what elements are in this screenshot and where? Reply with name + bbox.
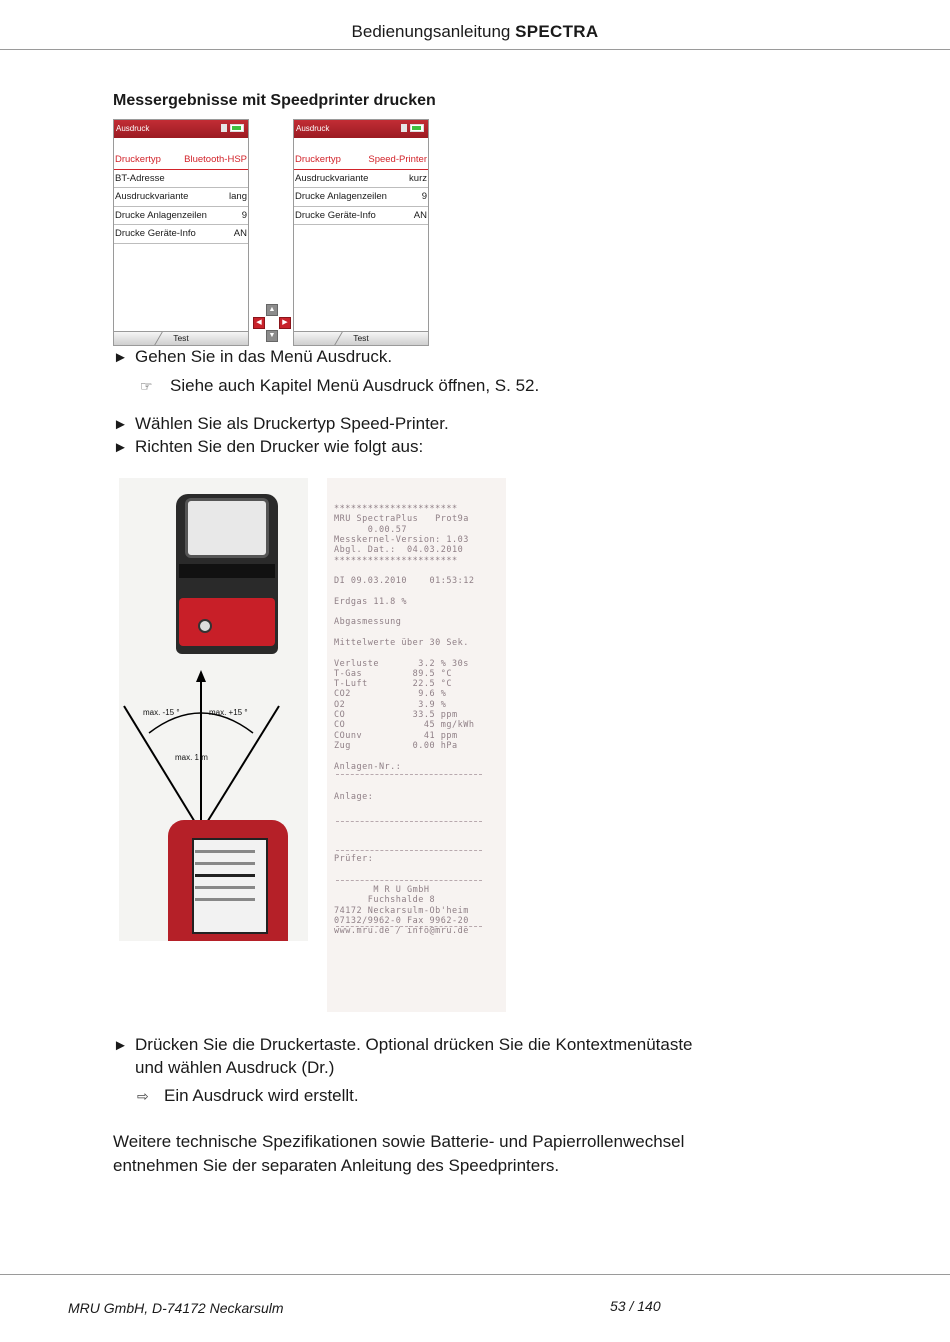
page-header — [0, 22, 950, 42]
receipt-line: ********************** — [334, 555, 458, 566]
step-text: Richten Sie den Drucker wie folgt aus: — [135, 437, 424, 456]
arrow-icon: ► — [113, 439, 128, 456]
menu-row-value: Bluetooth-HSP — [184, 154, 247, 166]
menu-row[interactable] — [114, 225, 248, 244]
menu-row-label: BT-Adresse — [115, 172, 165, 184]
menu-row-label: Drucke Geräte-Info — [295, 209, 376, 221]
softkey-bar[interactable] — [294, 331, 428, 345]
note-1 — [140, 376, 539, 396]
step-1 — [113, 347, 392, 367]
receipt-line: www.mru.de / info@mru.de — [334, 926, 469, 937]
menu-row-value: kurz — [409, 172, 427, 184]
device-screen-left — [113, 119, 249, 346]
note-text: Siehe auch Kapitel Menü Ausdruck öffnen, S. 52. — [170, 376, 540, 395]
step-text: Drücken Sie die Druckertaste. Optional drücken Sie die Kontextmenütaste — [135, 1035, 693, 1054]
right-angle-label: max. +15 ° — [209, 708, 248, 717]
step-4 — [113, 1035, 693, 1055]
result-text: Ein Ausdruck wird erstellt. — [164, 1086, 359, 1105]
result-1 — [137, 1086, 359, 1106]
section-title: Messergebnisse mit Speedprinter drucken — [113, 92, 436, 109]
receipt-line: Fuchshalde 8 — [334, 895, 436, 906]
receipt-line: 07132/9962-0 Fax 9962-20 — [334, 916, 469, 926]
softkey-test[interactable]: Test — [173, 333, 189, 343]
step-2 — [113, 414, 449, 434]
printout-receipt — [327, 478, 506, 1012]
menu-row-value: AN — [413, 209, 427, 221]
receipt-signature-line — [336, 880, 482, 881]
footer-company: MRU GmbH, D-74172 Neckarsulm — [68, 1300, 284, 1316]
receipt-line: CO 45 mg/kWh — [334, 720, 475, 731]
menu-row[interactable] — [294, 170, 428, 189]
step-text: Gehen Sie in das Menü Ausdruck. — [135, 347, 393, 366]
arrow-icon: ► — [113, 1037, 128, 1054]
closing-line-1: Weitere technische Spezifikationen sowie Batterie- und Papierrollenwechsel — [113, 1132, 685, 1151]
battery-icon — [410, 124, 424, 132]
header-prefix: Bedienungsanleitung — [351, 22, 511, 41]
screen-titlebar — [294, 120, 428, 138]
menu-row-value: 9 — [241, 209, 247, 221]
receipt-line: T-Luft 22.5 °C — [334, 679, 452, 690]
nav-right-icon: ▶ — [279, 317, 291, 329]
receipt-line: Verluste 3.2 % 30s — [334, 658, 469, 669]
result-arrow-icon: ⇨ — [137, 1088, 149, 1104]
receipt-line: Messkernel-Version: 1.03 — [334, 534, 469, 545]
header-divider — [0, 49, 950, 50]
receipt-line: Abgasmessung — [334, 617, 402, 628]
receipt-line: T-Gas 89.5 °C — [334, 668, 452, 679]
menu-row-value: 9 — [421, 191, 427, 203]
receipt-line: CO 33.5 ppm — [334, 710, 458, 720]
menu-row-value: lang — [229, 191, 247, 203]
pointing-hand-icon: ☞ — [140, 378, 153, 394]
menu-row[interactable] — [114, 151, 248, 170]
nav-down-icon: ▼ — [266, 330, 278, 342]
arrow-icon: ► — [113, 349, 128, 366]
receipt-line: CO2 9.6 % — [334, 689, 447, 700]
screen-menu-line — [195, 850, 255, 853]
navigation-pad — [253, 304, 291, 342]
receipt-line: ********************** — [334, 504, 458, 514]
status-icon — [401, 124, 407, 132]
menu-row-label: Ausdruckvariante — [295, 172, 369, 184]
menu-row[interactable] — [114, 207, 248, 226]
receipt-line: Anlagen-Nr.: — [334, 761, 402, 772]
printer-alignment-photo — [119, 478, 308, 941]
menu-row-label: Druckertyp — [295, 154, 341, 166]
receipt-signature-line — [336, 850, 482, 851]
receipt-line: 0.00.57 — [334, 524, 408, 535]
screen-menu-line — [195, 898, 255, 901]
receipt-line: 74172 Neckarsulm-Ob'heim — [334, 905, 469, 916]
screen-menu-line — [195, 886, 255, 889]
receipt-signature-line — [336, 926, 482, 927]
battery-icon — [230, 124, 244, 132]
step-4-continued: und wählen Ausdruck (Dr.) — [135, 1058, 335, 1077]
receipt-line: Prüfer: — [334, 854, 374, 865]
softkey-test[interactable]: Test — [353, 333, 369, 343]
menu-row[interactable] — [114, 170, 248, 189]
nav-up-icon: ▲ — [266, 304, 278, 316]
menu-row-label: Drucke Anlagenzeilen — [295, 191, 387, 203]
receipt-line: Zug 0.00 hPa — [334, 740, 458, 751]
device-screen-right — [293, 119, 429, 346]
screen-title: Ausdruck — [296, 124, 330, 133]
receipt-line: DI 09.03.2010 01:53:12 — [334, 576, 475, 587]
menu-row[interactable] — [294, 188, 428, 207]
left-angle-label: max. -15 ° — [143, 708, 180, 717]
screen-title: Ausdruck — [116, 124, 150, 133]
nav-left-icon: ◀ — [253, 317, 265, 329]
closing-paragraph — [113, 1130, 753, 1178]
screen-menu-line — [195, 874, 255, 877]
screen-titlebar — [114, 120, 248, 138]
receipt-line: Erdgas 11.8 % — [334, 596, 408, 607]
status-icon — [221, 124, 227, 132]
menu-row[interactable] — [294, 151, 428, 170]
softkey-bar[interactable] — [114, 331, 248, 345]
menu-row-label: Druckertyp — [115, 154, 161, 166]
menu-row-label: Drucke Anlagenzeilen — [115, 209, 207, 221]
distance-label: max. 1 m — [175, 753, 208, 762]
menu-row-label: Drucke Geräte-Info — [115, 228, 196, 240]
receipt-line: Mittelwerte über 30 Sek. — [334, 637, 469, 648]
step-text: Wählen Sie als Druckertyp Speed-Printer. — [135, 414, 449, 433]
closing-line-2: entnehmen Sie der separaten Anleitung des Speedprinters. — [113, 1156, 560, 1175]
receipt-line: M R U GmbH — [334, 885, 430, 896]
receipt-signature-line — [336, 821, 482, 822]
footer-divider — [0, 1274, 950, 1275]
receipt-line: Abgl. Dat.: 04.03.2010 — [334, 545, 464, 556]
step-3 — [113, 437, 423, 457]
receipt-line: Anlage: — [334, 792, 374, 803]
header-product: SPECTRA — [515, 22, 599, 41]
menu-row-value: Speed-Printer — [368, 154, 427, 166]
menu-row[interactable] — [114, 188, 248, 207]
arrow-icon: ► — [113, 416, 128, 433]
menu-row[interactable] — [294, 207, 428, 226]
screen-menu-line — [195, 862, 255, 865]
receipt-signature-line — [336, 774, 482, 775]
footer-page-number: 53 / 140 — [610, 1298, 661, 1314]
menu-row-label: Ausdruckvariante — [115, 191, 189, 203]
receipt-line: MRU SpectraPlus Prot9a — [334, 514, 469, 525]
menu-row-value: AN — [233, 228, 247, 240]
receipt-line: COunv 41 ppm — [334, 730, 458, 741]
receipt-line: O2 3.9 % — [334, 699, 447, 710]
